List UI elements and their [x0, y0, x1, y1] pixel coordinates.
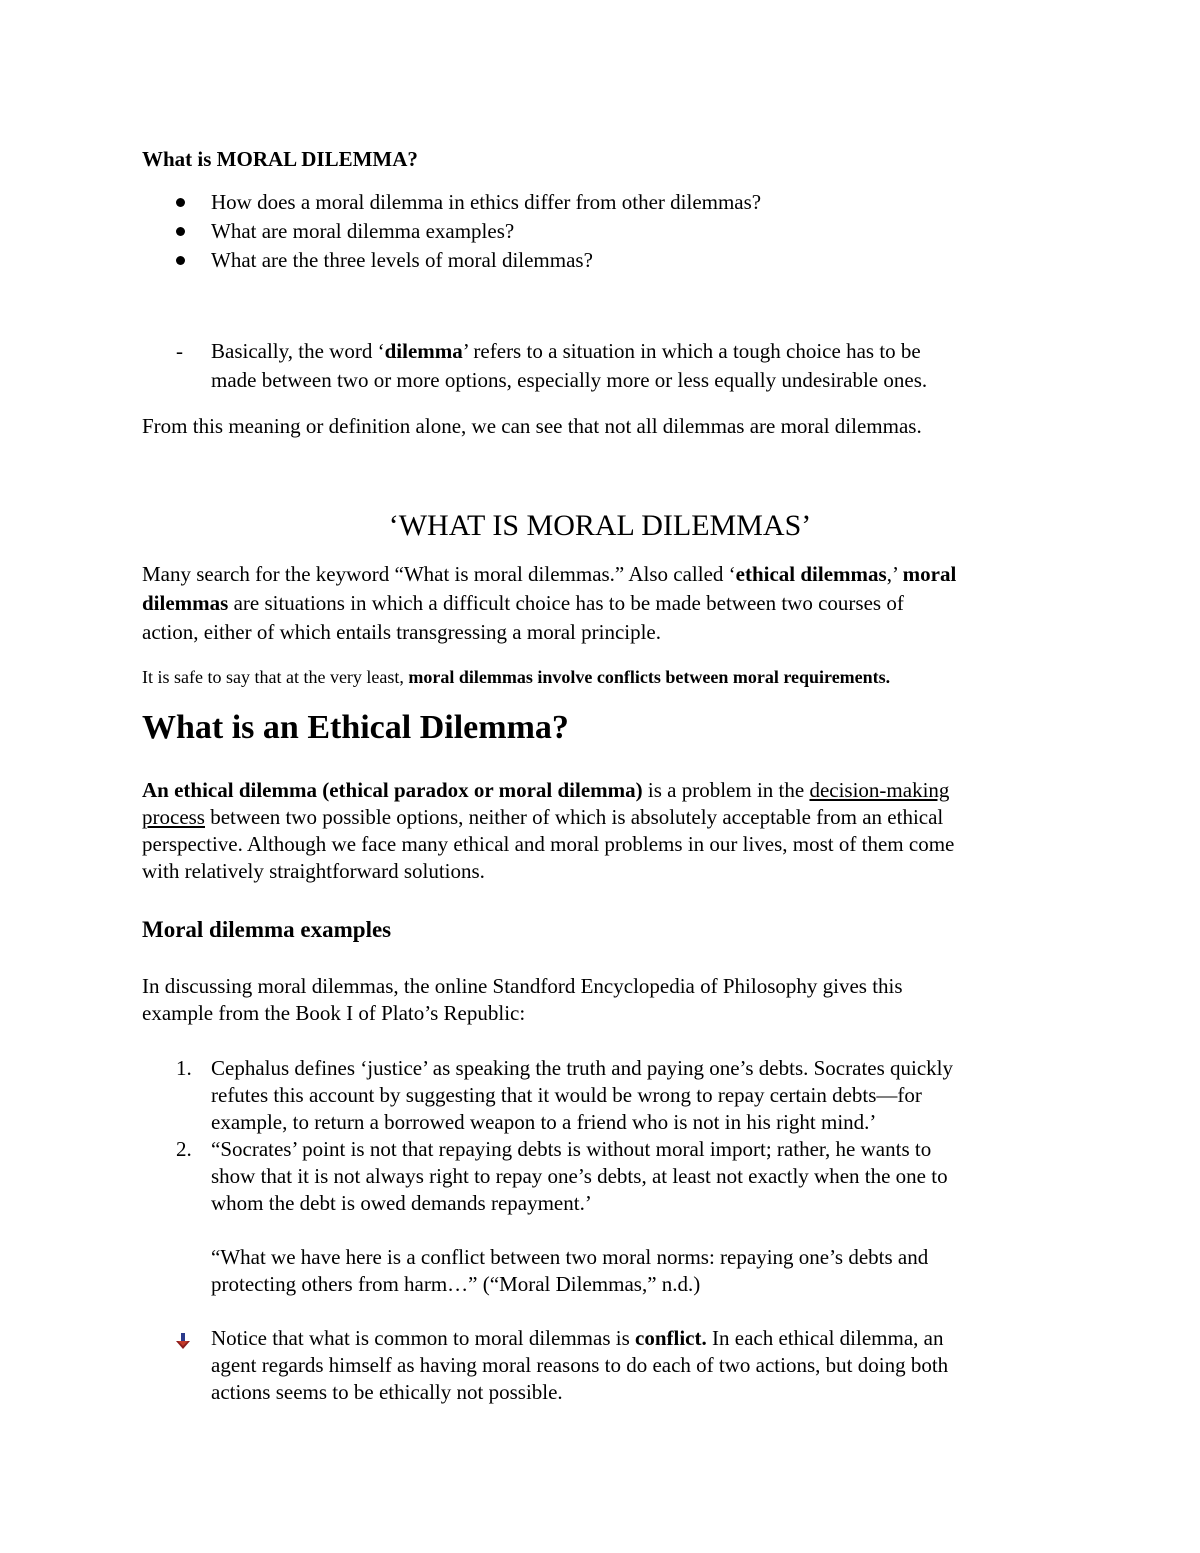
- section-title-what-is-moral-dilemmas: ‘WHAT IS MORAL DILEMMAS’: [388, 509, 812, 542]
- dash-item-line: Basically, the word ‘dilemma’ refers to a situation in which a tough choice has to be: [211, 339, 921, 363]
- bullet-item: What are the three levels of moral dilemmas?: [211, 248, 593, 272]
- paragraph-line: process between two possible options, neither of which is absolutely acceptable from an ethical: [142, 805, 944, 829]
- bullet-dot-icon: [176, 227, 185, 236]
- summary-paragraph: From this meaning or definition alone, we can see that not all dilemmas are moral dilemmas.: [142, 414, 922, 438]
- quote-line: protecting others from harm…” (“Moral Dilemmas,” n.d.): [211, 1272, 701, 1296]
- bullet-dot-icon: [176, 256, 185, 265]
- paragraph-line: with relatively straightforward solutions.: [142, 859, 485, 883]
- notice-line: agent regards himself as having moral reasons to do each of two actions, but doing both: [211, 1353, 949, 1377]
- list-item-line: show that it is not always right to repay one’s debts, at least not exactly when the one to: [211, 1164, 948, 1188]
- list-item-line: “Socrates’ point is not that repaying debts is without moral import; rather, he wants to: [211, 1137, 932, 1161]
- dash-marker: -: [176, 339, 183, 363]
- list-item-line: whom the debt is owed demands repayment.’: [211, 1191, 592, 1215]
- list-item-line: refutes this account by suggesting that it would be wrong to repay certain debts—for: [211, 1083, 922, 1107]
- bullet-item: What are moral dilemma examples?: [211, 219, 515, 243]
- decision-making-process-link[interactable]: process: [142, 805, 205, 829]
- bullet-dot-icon: [176, 198, 185, 207]
- paragraph-line: example from the Book I of Plato’s Republic:: [142, 1001, 526, 1025]
- list-item-line: example, to return a borrowed weapon to a friend who is not in his right mind.’: [211, 1110, 877, 1134]
- list-number: 1.: [176, 1056, 192, 1080]
- notice-line: actions seems to be ethically not possible.: [211, 1380, 563, 1404]
- list-item-line: Cephalus defines ‘justice’ as speaking the truth and paying one’s debts. Socrates quickly: [211, 1056, 954, 1080]
- quote-line: “What we have here is a conflict between two moral norms: repaying one’s debts and: [211, 1245, 929, 1269]
- section-title-moral-dilemma-examples: Moral dilemma examples: [142, 917, 392, 942]
- arrow-down-bullet-icon: [174, 1332, 192, 1350]
- paragraph-line: It is safe to say that at the very least, moral dilemmas involve conflicts between moral requirements.: [142, 667, 891, 687]
- paragraph-line: Many search for the keyword “What is moral dilemmas.” Also called ‘ethical dilemmas,’ moral: [142, 562, 957, 586]
- paragraph-line: perspective. Although we face many ethical and moral problems in our lives, most of them come: [142, 832, 955, 856]
- paragraph-line: In discussing moral dilemmas, the online Standford Encyclopedia of Philosophy gives this: [142, 974, 903, 998]
- decision-making-process-link[interactable]: decision-making: [809, 778, 950, 802]
- dash-item-line: made between two or more options, especially more or less equally undesirable ones.: [211, 368, 928, 392]
- paragraph-line: An ethical dilemma (ethical paradox or moral dilemma) is a problem in the decision-making: [142, 778, 950, 802]
- notice-line: Notice that what is common to moral dilemmas is conflict. In each ethical dilemma, an: [211, 1326, 944, 1350]
- paragraph-line: action, either of which entails transgressing a moral principle.: [142, 620, 662, 644]
- paragraph-line: dilemmas are situations in which a difficult choice has to be made between two courses of: [142, 591, 904, 615]
- section-title-ethical-dilemma: What is an Ethical Dilemma?: [142, 709, 569, 746]
- list-number: 2.: [176, 1137, 192, 1161]
- bullet-item: How does a moral dilemma in ethics differ from other dilemmas?: [211, 190, 762, 214]
- section-title-moral-dilemma: What is MORAL DILEMMA?: [142, 147, 418, 171]
